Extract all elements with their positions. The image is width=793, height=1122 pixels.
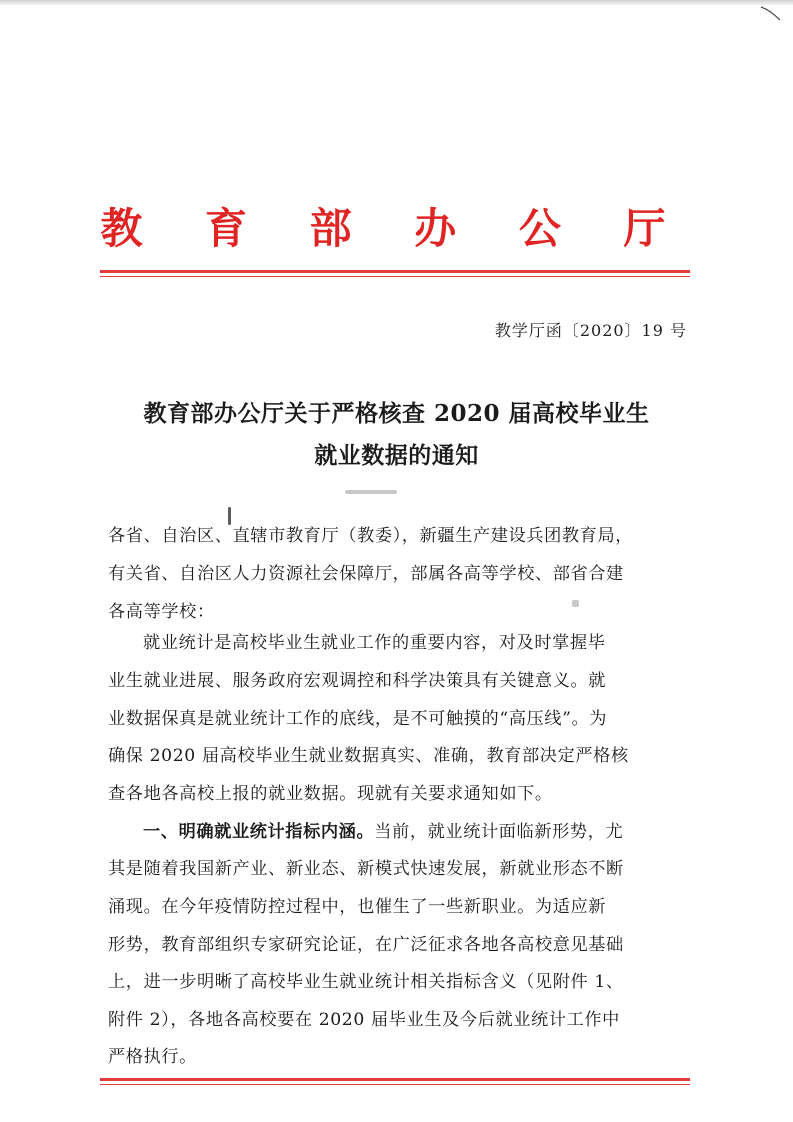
- footer-red-rule-top: [100, 1078, 690, 1081]
- letterhead-red-rule-thin: [100, 276, 690, 277]
- scan-edge-shadow: [0, 0, 793, 6]
- section-1-line-7: 严格执行。: [108, 1047, 197, 1067]
- section-1-heading: 一、明确就业统计指标内涵。: [143, 822, 375, 842]
- paragraph-1-line-3: 业数据保真是就业统计工作的底线，是不可触摸的“高压线”。为: [108, 709, 608, 729]
- scan-speck: [228, 507, 231, 525]
- section-1-line-4: 形势，教育部组织专家研究论证，在广泛征求各地各高校意见基础: [108, 935, 624, 955]
- section-1-line-6: 附件 2），各地各高校要在 2020 届毕业生及今后就业统计工作中: [108, 1010, 620, 1030]
- letterhead-title: 教 育 部 办 公 厅: [100, 204, 690, 253]
- section-1-line-1-text: 当前，就业统计面临新形势，尤: [374, 822, 624, 842]
- letterhead-red-rule-top: [100, 270, 690, 273]
- scan-mark: [760, 4, 782, 22]
- document-title-line-2: 就业数据的通知: [314, 442, 479, 469]
- addressee-line-3: 各高等学校：: [108, 602, 215, 622]
- paragraph-1-line-1: 就业统计是高校毕业生就业工作的重要内容，对及时掌握毕: [143, 633, 606, 653]
- paragraph-1-line-4: 确保 2020 届高校毕业生就业数据真实、准确，教育部决定严格核: [108, 746, 629, 766]
- addressee-line-1: 各省、自治区、直辖市教育厅（教委），新疆生产建设兵团教育局，: [108, 526, 634, 546]
- section-1-line-5: 上，进一步明晰了高校毕业生就业统计相关指标含义（见附件 1、: [108, 972, 624, 992]
- paragraph-1-line-5: 查各地各高校上报的就业数据。现就有关要求通知如下。: [108, 784, 553, 804]
- section-1-line-2: 其是随着我国新产业、新业态、新模式快速发展，新就业形态不断: [108, 859, 624, 879]
- scan-speck: [345, 490, 397, 494]
- document-number: 教学厅函〔2020〕19 号: [494, 321, 687, 340]
- footer-red-rule-thin: [100, 1084, 690, 1085]
- document-title-line-1: 教育部办公厅关于严格核查 2020 届高校毕业生: [143, 400, 650, 427]
- addressee-line-2: 有关省、自治区人力资源社会保障厅，部属各高等学校、部省合建: [108, 564, 624, 584]
- section-1-line-1: [143, 821, 688, 843]
- section-1-line-3: 涌现。在今年疫情防控过程中，也催生了一些新职业。为适应新: [108, 897, 607, 917]
- paragraph-1-line-2: 业生就业进展、服务政府宏观调控和科学决策具有关键意义。就: [108, 671, 607, 691]
